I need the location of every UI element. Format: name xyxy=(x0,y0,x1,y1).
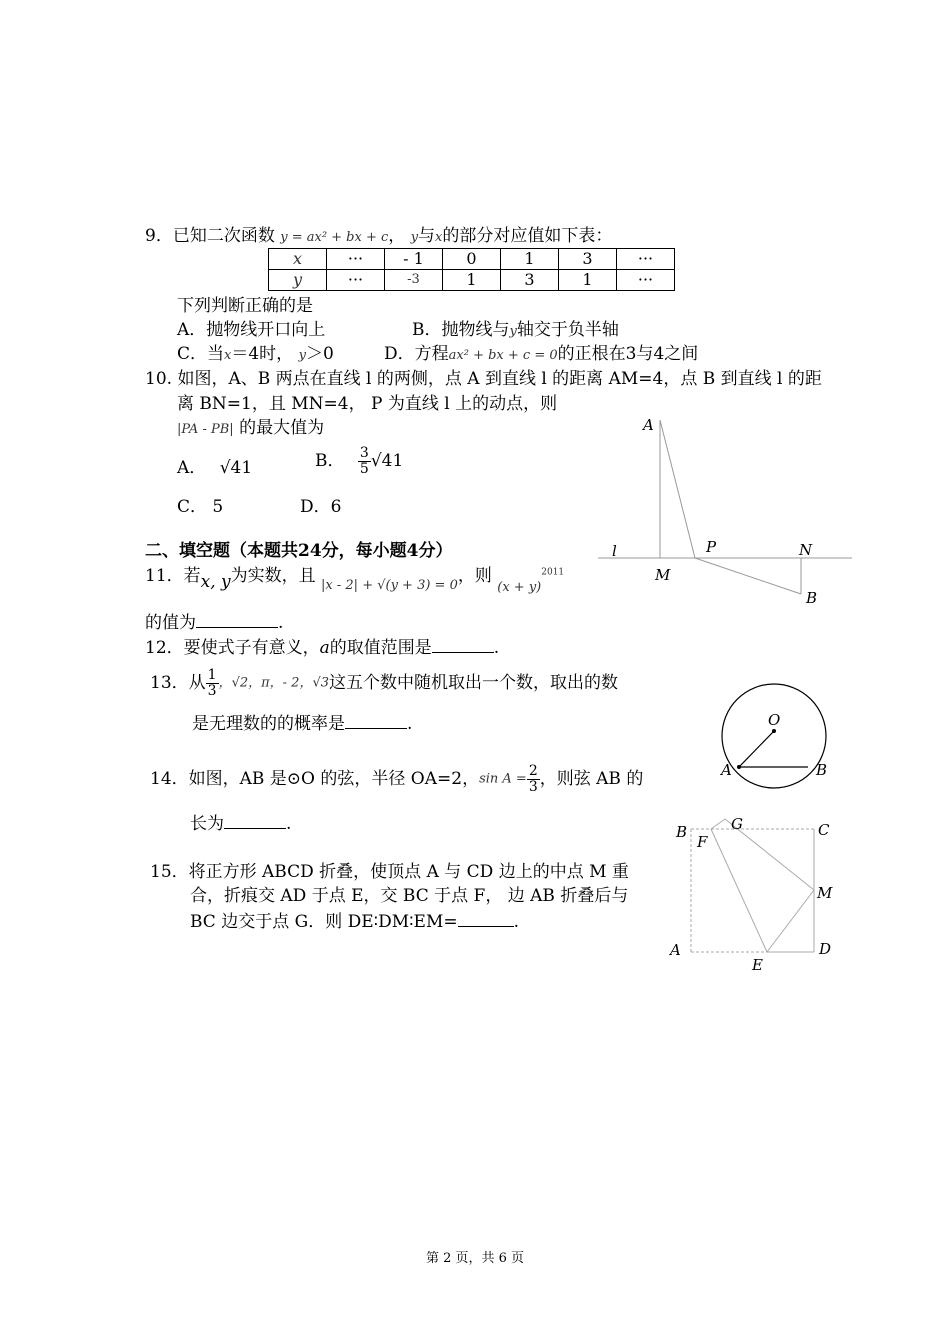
label-e: E xyxy=(752,956,763,974)
q11-text-a: 11．若 xyxy=(145,566,201,586)
q15-line2: 合，折痕交 AD 于点 E，交 BC 于点 F， 边 AB 折叠后与 xyxy=(190,886,629,906)
q9-number: 9． xyxy=(145,226,173,246)
q11-text-c: ，则 xyxy=(457,566,492,586)
table-cell: 1 xyxy=(501,249,559,270)
label-b: B xyxy=(676,823,688,841)
table-cell: - 1 xyxy=(385,249,443,270)
table-cell: 3 xyxy=(501,270,559,291)
q14-text-a: 14．如图，AB 是⊙O 的弦，半径 OA=2， xyxy=(150,768,480,789)
q10-option-d: D．6 xyxy=(300,497,342,517)
q14-sin-expression: sin A = xyxy=(479,771,527,787)
q9-option-c-text2: ＝4时， xyxy=(231,344,294,364)
q14-text-b: ，则弦 AB 的 xyxy=(539,768,644,789)
q9-prompt: 下列判断正确的是 xyxy=(177,296,313,316)
q9-option-c-text: C．当 xyxy=(177,344,225,364)
fraction-denominator: 5 xyxy=(359,460,369,477)
q10-option-a-value: √41 xyxy=(219,458,253,478)
table-cell: ··· xyxy=(617,249,675,270)
q9-option-d-text2: 的正根在3与4之间 xyxy=(557,344,699,364)
label-m: M xyxy=(817,884,833,902)
q10-option-a-label: A． xyxy=(177,458,207,478)
q12-var: a xyxy=(319,638,330,658)
q11-text-b: 为实数，且 xyxy=(230,566,316,586)
q9-option-c-text3: ＞0 xyxy=(305,344,334,364)
q11-text-d: 的值为 xyxy=(145,613,196,633)
q12-text-a: 12．要使式子有意义， xyxy=(145,638,320,658)
q10-line2: 离 BN=1，且 MN=4， P 为直线 l 上的动点，则 xyxy=(177,394,558,414)
q9-option-b-var: y xyxy=(509,324,517,339)
table-cell: 1 xyxy=(443,270,501,291)
q12-period: . xyxy=(493,638,500,658)
table-cell: y xyxy=(269,270,327,291)
q14-period: . xyxy=(286,814,292,834)
q9-option-c-x: x xyxy=(224,348,232,363)
q11-expression: (x + y) xyxy=(497,580,542,595)
q9-option-d-equation: ax² + bx + c = 0 xyxy=(448,348,558,363)
label-o: O xyxy=(768,711,781,729)
table-cell: ··· xyxy=(327,249,385,270)
table-cell: x xyxy=(269,249,327,270)
table-cell: ··· xyxy=(327,270,385,291)
q10-line3-text: 的最大值为 xyxy=(239,418,325,438)
label-a: A xyxy=(721,761,732,779)
label-g: G xyxy=(731,815,743,833)
q13-text-b: 这五个数中随机取出一个数，取出的数 xyxy=(329,672,619,693)
q9-option-a: A．抛物线开口向上 xyxy=(177,320,326,340)
folded-corner xyxy=(711,819,725,829)
label-a: A xyxy=(643,416,654,434)
q12-text-b: 的取值范围是 xyxy=(329,638,432,658)
section-title: 二、填空题（本题共24分，每小题4分） xyxy=(145,541,453,561)
label-d: D xyxy=(819,940,832,958)
fraction-numerator: 3 xyxy=(359,445,369,461)
q9-option-d-text: D．方程 xyxy=(384,344,449,364)
label-b: B xyxy=(806,589,818,607)
fraction-numerator: 2 xyxy=(528,763,538,779)
label-p: P xyxy=(706,538,717,556)
q11-condition: |x - 2| + √(y + 3) = 0 xyxy=(321,578,458,593)
q11-period: . xyxy=(278,613,284,633)
table-cell: ··· xyxy=(617,270,675,291)
q15-line3-text: BC 边交于点 G．则 DE∶DM∶EM= xyxy=(190,912,458,932)
label-a: A xyxy=(670,941,681,959)
q15-line1: 15．将正方形 ABCD 折叠，使顶点 A 与 CD 边上的中点 M 重 xyxy=(150,862,629,882)
q14-text-c: 长为 xyxy=(190,814,224,834)
q10-option-b-label: B． xyxy=(315,450,345,471)
table-cell: 0 xyxy=(443,249,501,270)
q9-stem-d: 的部分对应值如下表： xyxy=(442,226,613,246)
q9-y-var: y xyxy=(410,230,419,245)
q11-exponent: 2011 xyxy=(541,567,565,578)
q9-comma: ， xyxy=(388,226,406,246)
q11-vars: x, y xyxy=(200,572,231,592)
crease-fe xyxy=(711,829,767,952)
q9-stem-a: 已知二次函数 xyxy=(172,226,275,246)
label-m: M xyxy=(655,566,671,584)
q10-option-c: C． 5 xyxy=(177,497,224,517)
q9-function: y = ax² + bx + c xyxy=(280,230,389,245)
q9-option-b-text2: 轴交于负半轴 xyxy=(516,320,619,340)
q13-text-a: 13．从 xyxy=(150,672,206,693)
fraction-denominator: 3 xyxy=(528,778,538,795)
q9-option-b-text: B．抛物线与 xyxy=(412,320,510,340)
q9-x-var: x xyxy=(435,230,443,245)
q10-option-b-root: √41 xyxy=(370,450,404,471)
segment-em xyxy=(767,890,814,952)
table-cell: 1 xyxy=(559,270,617,291)
q9-and: 与 xyxy=(418,226,436,246)
q9-option-c-y: y xyxy=(298,348,306,363)
label-c: C xyxy=(818,821,830,839)
label-b: B xyxy=(816,761,828,779)
q15-period: . xyxy=(513,912,519,932)
q10-line1: 10. 如图，A、B 两点在直线 l 的两侧，点 A 到直线 l 的距离 AM=4，点 B 到直线 l 的距 xyxy=(145,369,822,389)
table-cell: 3 xyxy=(559,249,617,270)
table-cell: -3 xyxy=(385,270,443,291)
q13-number-list: ，√2，π，- 2，√3 xyxy=(218,675,330,691)
fraction-numerator: 1 xyxy=(207,667,217,683)
label-f: F xyxy=(697,833,708,851)
q13-period: . xyxy=(407,714,413,734)
page-footer: 第 2 页，共 6 页 xyxy=(425,1251,525,1266)
fraction-denominator: 3 xyxy=(207,682,217,699)
label-n: N xyxy=(799,541,813,559)
q13-text-c: 是无理数的的概率是 xyxy=(192,714,345,734)
label-l: l xyxy=(612,542,617,560)
q10-abs-expression: |PA - PB| xyxy=(177,422,234,437)
